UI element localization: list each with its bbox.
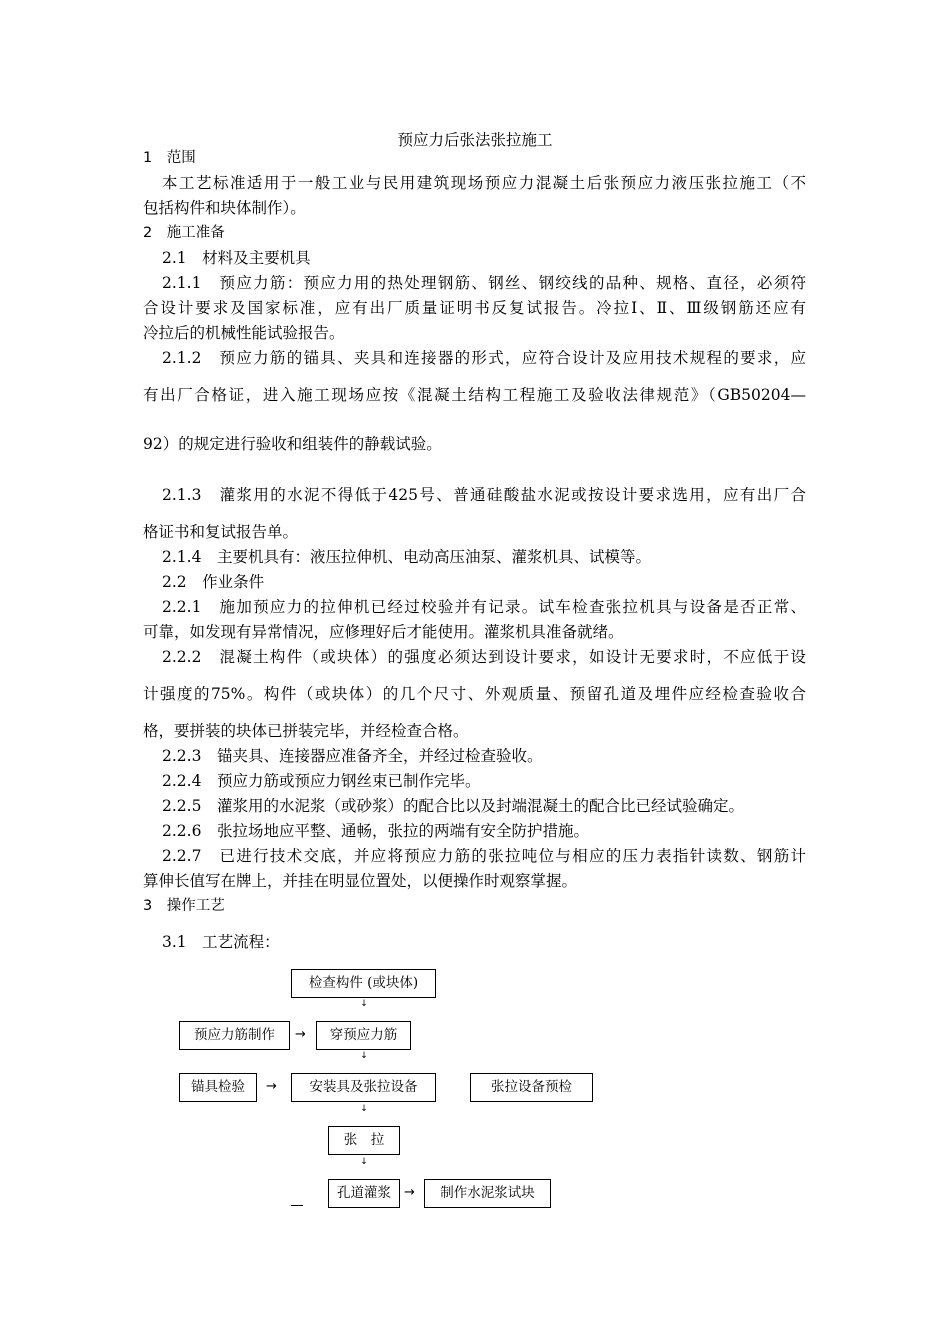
paragraph-line: 2.2.2 混凝土构件（或块体）的强度必须达到设计要求，如设计无要求时，不应低于设	[162, 648, 806, 666]
paragraph-line: 可靠，如发现有异常情况，应修理好后才能使用。灌浆机具准备就绪。	[143, 623, 624, 641]
paragraph-line: 2.2.5 灌浆用的水泥浆（或砂浆）的配合比以及封端混凝土的配合比已经试验确定。	[162, 797, 744, 815]
subsection-heading: 2.1 材料及主要机具	[162, 249, 311, 267]
subsection-heading: 3.1 工艺流程：	[162, 933, 280, 951]
paragraph-line: 2.1.4 主要机具有：液压拉伸机、电动高压油泵、灌浆机具、试模等。	[162, 548, 651, 566]
flow-arrow-down: ↓	[360, 999, 368, 1009]
flow-node-install-equipment: 安装具及张拉设备	[291, 1073, 436, 1102]
paragraph-line: 92）的规定进行验收和组装件的静载试验。	[143, 435, 442, 453]
paragraph-line: 包括构件和块体制作）。	[143, 199, 306, 217]
paragraph-line: 算伸长值写在牌上，并挂在明显位置处，以便操作时观察掌握。	[143, 872, 578, 890]
flow-node-inspect-component: 检查构件 (或块体)	[291, 969, 436, 998]
section-heading-1: 1 范围	[143, 150, 196, 166]
flow-arrow-right: →	[266, 1079, 277, 1094]
subsection-heading: 2.2 作业条件	[162, 573, 265, 591]
flow-node-thread-tendon: 穿预应力筋	[316, 1021, 411, 1050]
flow-dash-mark	[291, 1205, 303, 1206]
section-heading-3: 3 操作工艺	[143, 898, 225, 914]
paragraph-line: 2.1.3 灌浆用的水泥不得低于425号、普通硅酸盐水泥或按设计要求选用，应有出厂合	[162, 486, 806, 504]
paragraph-line: 计强度的75%。构件（或块体）的几个尺寸、外观质量、预留孔道及埋件应经检查验收合	[143, 685, 806, 703]
paragraph-line: 合设计要求及国家标准，应有出厂质量证明书反复试报告。冷拉Ⅰ、Ⅱ、Ⅲ级钢筋还应有	[143, 299, 806, 317]
flow-arrow-down: ↓	[360, 1157, 368, 1167]
paragraph-line: 2.2.7 已进行技术交底，并应将预应力筋的张拉吨位与相应的压力表指针读数、钢筋计	[162, 847, 806, 865]
flow-arrow-down: ↓	[360, 1104, 368, 1114]
flow-node-equipment-precheck: 张拉设备预检	[470, 1073, 593, 1102]
flow-arrow-down: ↓	[360, 1051, 368, 1061]
paragraph-line: 格证书和复试报告单。	[143, 523, 299, 541]
flow-arrow-right: →	[404, 1185, 415, 1200]
paragraph-line: 2.2.4 预应力筋或预应力钢丝束已制作完毕。	[162, 772, 481, 790]
flow-node-tensioning: 张 拉	[328, 1126, 400, 1155]
paragraph-line: 2.2.3 锚夹具、连接器应准备齐全，并经过检查验收。	[162, 747, 543, 765]
paragraph-line: 2.2.6 张拉场地应平整、通畅，张拉的两端有安全防护措施。	[162, 822, 589, 840]
paragraph-line: 2.1.1 预应力筋：预应力用的热处理钢筋、钢丝、钢绞线的品种、规格、直径，必须符	[162, 274, 806, 292]
section-heading-2: 2 施工准备	[143, 225, 225, 241]
paragraph-line: 本工艺标准适用于一般工业与民用建筑现场预应力混凝土后张预应力液压张拉施工（不	[162, 174, 806, 192]
flow-node-duct-grouting: 孔道灌浆	[328, 1179, 400, 1208]
flow-node-anchor-inspection: 锚具检验	[179, 1073, 257, 1102]
flow-node-tendon-fabrication: 预应力筋制作	[179, 1021, 290, 1050]
paragraph-line: 格，要拼装的块体已拼装完毕，并经检查合格。	[143, 722, 469, 740]
document-title: 预应力后张法张拉施工	[397, 131, 553, 149]
flow-arrow-right: →	[295, 1027, 306, 1042]
paragraph-line: 2.1.2 预应力筋的锚具、夹具和连接器的形式，应符合设计及应用技术规程的要求，应	[162, 349, 806, 367]
flow-node-grout-specimen: 制作水泥浆试块	[424, 1179, 551, 1208]
paragraph-line: 2.2.1 施加预应力的拉伸机已经过校验并有记录。试车检查张拉机具与设备是否正常、	[162, 598, 806, 616]
paragraph-line: 有出厂合格证，进入施工现场应按《混凝土结构工程施工及验收法律规范》（GB50204—	[143, 386, 806, 404]
paragraph-line: 冷拉后的机械性能试验报告。	[143, 324, 345, 342]
